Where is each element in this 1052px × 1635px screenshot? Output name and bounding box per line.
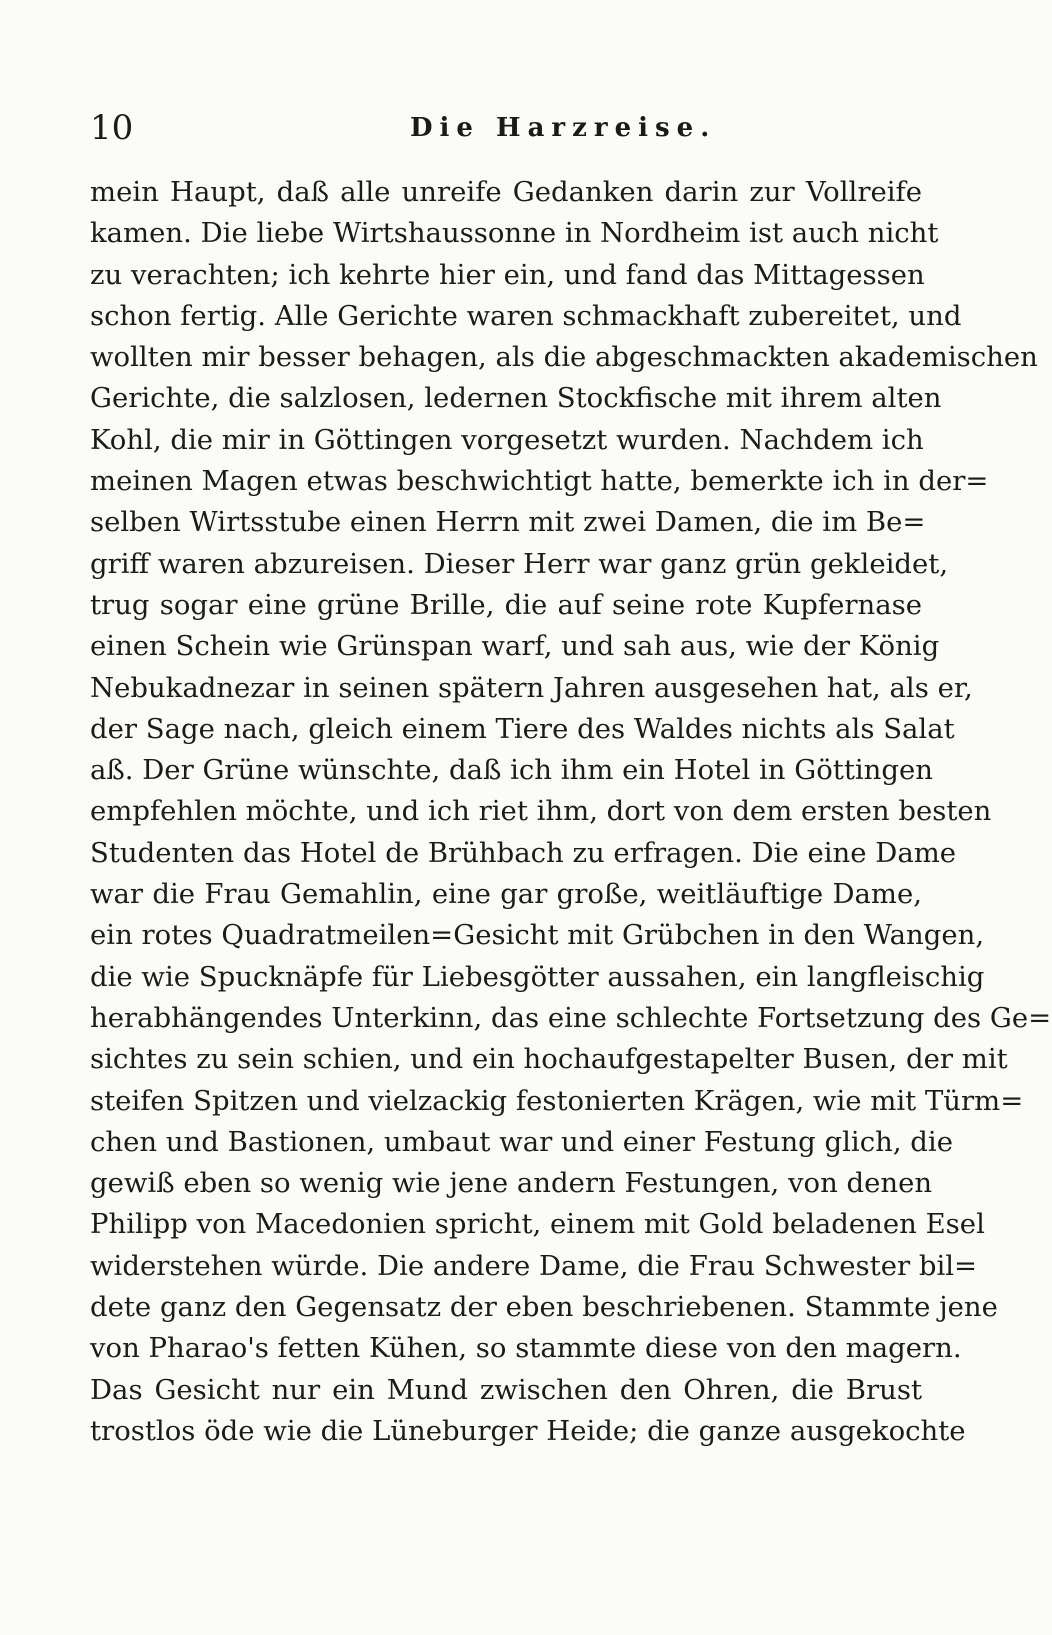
text-line: von Pharao's fetten Kühen, so stammte diese von den magern. (90, 1332, 962, 1365)
text-line: Studenten das Hotel de Brühbach zu erfragen. Die eine Dame (90, 836, 957, 869)
text-line: selben Wirtsstube einen Herrn mit zwei Damen, die im Be= (90, 506, 926, 539)
text-line: widerstehen würde. Die andere Dame, die Frau Schwester bil= (90, 1249, 978, 1282)
text-line: meinen Magen etwas beschwichtigt hatte, bemerkte ich in der= (90, 465, 989, 498)
running-title: Die Harzreise. (410, 113, 717, 143)
text-line: trug sogar eine grüne Brille, die auf seine rote Kupfernase (90, 588, 922, 621)
text-line: steifen Spitzen und vielzackig festonierten Krägen, wie mit Türm= (90, 1084, 1024, 1117)
text-line: wollten mir besser behagen, als die abgeschmackten akademischen (90, 341, 1038, 374)
text-line: griff waren abzureisen. Dieser Herr war ganz grün gekleidet, (90, 547, 949, 580)
text-line: mein Haupt, daß alle unreife Gedanken darin zur Vollreife (90, 176, 922, 208)
text-line: herabhängendes Unterkinn, das eine schlechte Fortsetzung des Ge= (90, 1001, 1052, 1034)
text-line: war die Frau Gemahlin, eine gar große, weitläuftige Dame, (90, 878, 922, 911)
text-line: Gerichte, die salzlosen, ledernen Stockfische mit ihrem alten (90, 382, 942, 415)
text-line: dete ganz den Gegensatz der eben beschriebenen. Stammte jene (90, 1291, 998, 1324)
text-line: Das Gesicht nur ein Mund zwischen den Ohren, die Brust (90, 1373, 922, 1406)
text-line: Nebukadnezar in seinen spätern Jahren ausgesehen hat, als er, (90, 671, 973, 704)
text-line: trostlos öde wie die Lüneburger Heide; die ganze ausgekochte (90, 1414, 966, 1447)
text-line: der Sage nach, gleich einem Tiere des Waldes nichts als Salat (90, 712, 955, 745)
body-text (90, 172, 1052, 1452)
text-line: Philipp von Macedonien spricht, einem mit Gold beladenen Esel (90, 1208, 985, 1241)
text-line: einen Schein wie Grünspan warf, und sah aus, wie der König (90, 630, 940, 663)
text-line: aß. Der Grüne wünschte, daß ich ihm ein Hotel in Göttingen (90, 754, 933, 787)
text-line: gewiß eben so wenig wie jene andern Festungen, von denen (90, 1167, 933, 1200)
page-header (90, 108, 922, 148)
text-line: die wie Spucknäpfe für Liebesgötter aussahen, ein langfleischig (90, 960, 985, 993)
text-line: schon fertig. Alle Gerichte waren schmackhaft zubereitet, und (90, 299, 962, 332)
text-line: sichtes zu sein schien, und ein hochaufgestapelter Busen, der mit (90, 1043, 1008, 1076)
text-line: Kohl, die mir in Göttingen vorgesetzt wurden. Nachdem ich (90, 423, 924, 456)
text-line: chen und Bastionen, umbaut war und einer Festung glich, die (90, 1125, 953, 1158)
text-line: kamen. Die liebe Wirtshaussonne in Nordheim ist auch nicht (90, 217, 939, 250)
text-line: empfehlen möchte, und ich riet ihm, dort von dem ersten besten (90, 795, 992, 828)
page-number: 10 (90, 108, 134, 148)
text-line: zu verachten; ich kehrte hier ein, und fand das Mittagessen (90, 258, 925, 291)
text-line: ein rotes Quadratmeilen=Gesicht mit Grübchen in den Wangen, (90, 919, 985, 952)
